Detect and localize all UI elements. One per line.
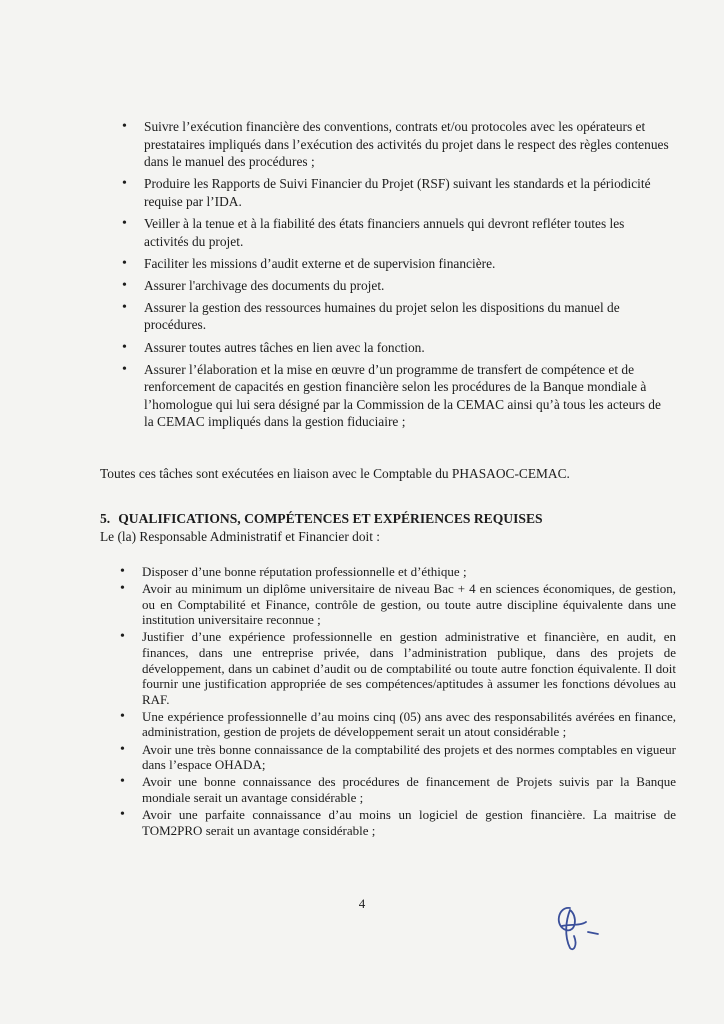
section-number: 5.	[100, 511, 111, 526]
section-title: QUALIFICATIONS, COMPÉTENCES ET EXPÉRIENCES REQUISES	[118, 511, 543, 526]
list-item: • Justifier d’une expérience professionnelle en gestion administrative et financière, en audit, en finances, dans une entreprise privée, dans l’administration publique, dans des projets de développement, dans un cabinet d’audit ou de comptabilité ou toute autre fonction équivalente. Il doit fournir une justification appropriée de ses compétences/aptitudes à assumer les fonctions dévolues au RAF.	[120, 629, 676, 707]
list-item: • Suivre l’exécution financière des conventions, contrats et/ou protocoles avec les opérateurs et prestataires impliqués dans l’exécution des activités du projet dans le respect des règles contenues dans le manuel des procédures ;	[122, 118, 670, 171]
responsibilities-list	[122, 118, 670, 436]
list-item: • Assurer l'archivage des documents du projet.	[122, 277, 670, 295]
list-item: • Avoir une très bonne connaissance de la comptabilité des projets et des normes comptables en vigueur dans l’espace OHADA;	[120, 742, 676, 773]
signature-mark	[540, 896, 610, 956]
list-item: • Assurer l’élaboration et la mise en œuvre d’un programme de transfert de compétence et de renforcement de capacités en gestion financière selon les procédures de la Banque mondiale à l’homologue qui lui sera désigné par la Commission de la CEMAC ainsi qu’à tous les acteurs de la CEMAC impliqués dans la gestion fiduciaire ;	[122, 361, 670, 431]
list-item: • Avoir une parfaite connaissance d’au moins un logiciel de gestion financière. La maitrise de TOM2PRO serait un avantage considérable ;	[120, 807, 676, 838]
list-item: • Assurer la gestion des ressources humaines du projet selon les dispositions du manuel de procédures.	[122, 299, 670, 334]
list-item: • Assurer toutes autres tâches en lien avec la fonction.	[122, 339, 670, 357]
list-item: • Disposer d’une bonne réputation professionnelle et d’éthique ;	[120, 564, 676, 580]
page-number: 4	[358, 896, 366, 911]
list-item: • Une expérience professionnelle d’au moins cinq (05) ans avec des responsabilités avérées en finance, administration, gestion de projets de développement serait un atout considérable ;	[120, 709, 676, 740]
list-item: • Avoir au minimum un diplôme universitaire de niveau Bac + 4 en sciences économiques, de gestion, ou en Comptabilité et Finance, contrôle de gestion, ou toute autre discipline équivalente dans une institution universitaire reconnue ;	[120, 581, 676, 628]
closing-sentence: Toutes ces tâches sont exécutées en liaison avec le Comptable du PHASAOC-CEMAC.	[100, 466, 570, 481]
list-item: • Avoir une bonne connaissance des procédures de financement de Projets suivis par la Banque mondiale serait un avantage considérable ;	[120, 774, 676, 805]
section-intro: Le (la) Responsable Administratif et Financier doit :	[100, 529, 381, 544]
list-item: • Veiller à la tenue et à la fiabilité des états financiers annuels qui devront refléter toutes les activités du projet.	[122, 215, 670, 250]
list-item: • Produire les Rapports de Suivi Financier du Projet (RSF) suivant les standards et la périodicité requise par l’IDA.	[122, 175, 670, 210]
qualifications-list	[120, 564, 676, 840]
section-heading	[100, 510, 680, 528]
list-item: • Faciliter les missions d’audit externe et de supervision financière.	[122, 255, 670, 273]
